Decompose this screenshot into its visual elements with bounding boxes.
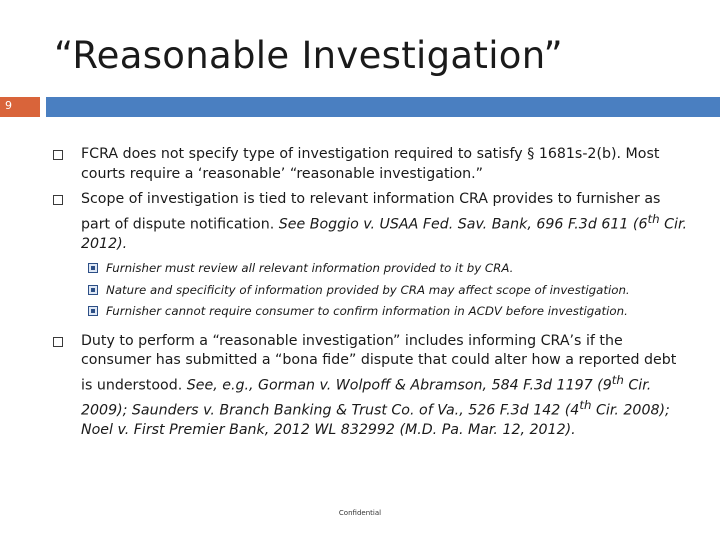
slide-number: 9 <box>5 99 12 112</box>
hollow-square-bullet-icon <box>53 150 63 160</box>
case-citation-end: Cir. 2008); Noel v. First Premier Bank, 2012 WL 832992 (M.D. Pa. Mar. 12, 2012). <box>81 402 670 439</box>
filled-square-bullet-icon <box>88 263 98 273</box>
bullet-text: Duty to perform a “reasonable investigation” includes informing CRA’s if the consumer has submitted a “bona fide” dispute that could alter how a reported debt is understood. <box>81 332 677 394</box>
sub-bullet-item <box>50 260 690 277</box>
filled-square-bullet-icon <box>88 306 98 316</box>
case-citation: See, e.g., Gorman v. Wolpoff & Abramson, 584 F.3d 1197 (9 <box>186 377 612 394</box>
bullet-text: FCRA does not specify type of investigation required to satisfy § 1681s-2(b). Most courts require a ‘reasonable’ “reasonable investigation.” <box>81 146 660 182</box>
slide-body <box>50 145 690 447</box>
superscript: th <box>611 372 624 387</box>
bullet-item <box>50 145 690 184</box>
hollow-square-bullet-icon <box>53 337 63 347</box>
superscript: th <box>579 397 592 412</box>
bullet-item <box>50 332 690 441</box>
sub-bullet-text: Furnisher must review all relevant information provided to it by CRA. <box>106 261 514 276</box>
sub-bullet-list <box>50 260 690 320</box>
sub-bullet-text: Nature and specificity of information provided by CRA may affect scope of investigation. <box>106 282 630 297</box>
hollow-square-bullet-icon <box>53 195 63 205</box>
header-accent-band <box>46 97 720 117</box>
bullet-item <box>50 190 690 254</box>
confidential-footer: Confidential <box>338 509 382 517</box>
superscript: th <box>647 211 660 226</box>
sub-bullet-item <box>50 303 690 320</box>
sub-bullet-item <box>50 282 690 299</box>
slide-title: “Reasonable Investigation” <box>54 34 563 77</box>
sub-bullet-text: Furnisher cannot require consumer to confirm information in ACDV before investigation. <box>106 304 628 319</box>
case-citation-end: Cir. 2012). <box>81 216 688 252</box>
case-citation: Cir. 2009); Saunders v. Branch Banking & Trust Co. of Va., 526 F.3d 142 (4 <box>81 377 652 419</box>
case-citation: See Boggio v. USAA Fed. Sav. Bank, 696 F.3d 611 (6 <box>278 216 648 233</box>
filled-square-bullet-icon <box>88 285 98 295</box>
bullet-text: Scope of investigation is tied to relevant information CRA provides to furnisher as part of dispute notification. <box>81 191 661 233</box>
